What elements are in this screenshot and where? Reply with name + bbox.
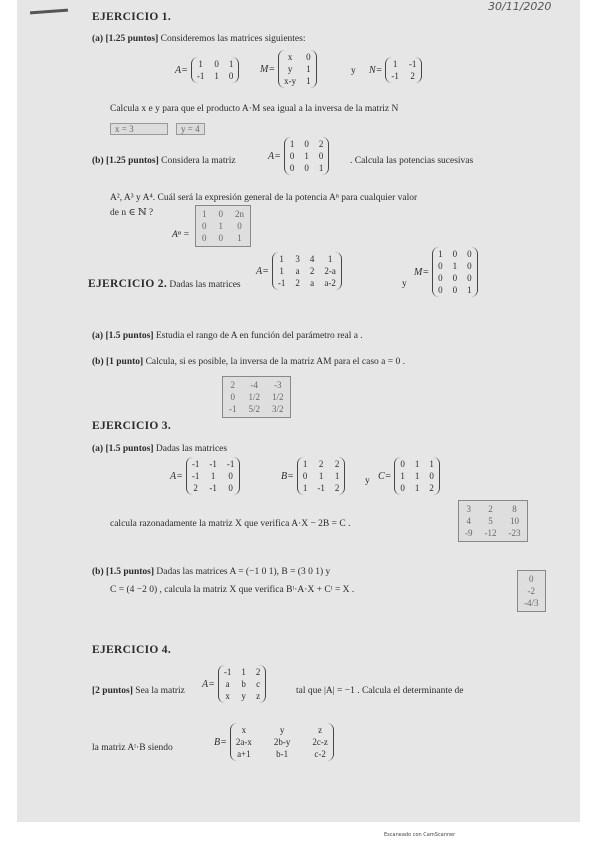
matrix-cell: -12 bbox=[484, 528, 497, 538]
ex1-An-label: Aⁿ = bbox=[172, 230, 190, 240]
matrix-cell: a bbox=[295, 266, 300, 276]
ex3-matrix-B: B= 1 2 2 0 1 1 1 -1 2 bbox=[281, 457, 345, 495]
matrix-cell: 0 bbox=[452, 273, 458, 283]
matrix-cell: x bbox=[241, 725, 247, 735]
matrix-cell: 0 bbox=[218, 209, 223, 219]
matrix-cell: -1 bbox=[223, 667, 232, 677]
matrix-cell: 1 bbox=[414, 483, 420, 493]
matrix-cell: 1 bbox=[452, 261, 458, 271]
matrix-cell: 1 bbox=[400, 471, 405, 481]
matrix-cell: 1 bbox=[438, 249, 443, 259]
matrix-cell: 1/2 bbox=[248, 392, 261, 402]
ex4-statement-3: la matriz Aᵗ·B siendo bbox=[92, 743, 173, 753]
matrix-cell: 2 bbox=[318, 139, 324, 149]
ex2-intro: EJERCICIO 2. Dadas las matrices bbox=[88, 278, 241, 290]
ex1-matrix-N: N= 1 -1 -1 2 bbox=[369, 57, 422, 83]
matrix-cell: 1 bbox=[304, 151, 309, 161]
handwritten-date: 30/11/2020 bbox=[488, 0, 552, 13]
matrix-cell: -1 bbox=[209, 459, 217, 469]
matrix-cell: 0 bbox=[438, 285, 443, 295]
ex1-a-question: Calcula x e y para que el producto A·M sea igual a la inversa de la matriz N bbox=[110, 104, 399, 114]
matrix-cell: 1 bbox=[218, 221, 223, 231]
ex4-matrix-A: A= -1 1 2 a b c x y z bbox=[202, 665, 266, 703]
matrix-cell: 1 bbox=[202, 209, 207, 219]
matrix-cell: 1 bbox=[241, 667, 246, 677]
matrix-cell: 1 bbox=[214, 71, 219, 81]
matrix-cell: 1 bbox=[228, 59, 234, 69]
matrix-cell: 1 bbox=[318, 163, 324, 173]
matrix-cell: 1 bbox=[334, 471, 340, 481]
matrix-cell: 0 bbox=[529, 574, 534, 584]
matrix-cell: 0 bbox=[237, 221, 242, 231]
matrix-cell: 1 bbox=[210, 471, 216, 481]
matrix-cell: 1 bbox=[414, 459, 420, 469]
matrix-cell: 0 bbox=[467, 261, 472, 271]
matrix-cell: 0 bbox=[302, 471, 308, 481]
matrix-cell: 2 bbox=[488, 504, 493, 514]
matrix-cell: 0 bbox=[304, 163, 309, 173]
matrix-cell: 1 bbox=[429, 459, 434, 469]
matrix-cell: 0 bbox=[230, 392, 235, 402]
matrix-cell: 2 bbox=[255, 667, 261, 677]
scanner-footer: Escaneado con CamScanner bbox=[384, 832, 456, 838]
matrix-cell: 0 bbox=[214, 59, 219, 69]
matrix-cell: 2 bbox=[429, 483, 434, 493]
matrix-cell: 2 bbox=[334, 459, 340, 469]
matrix-cell: 2 bbox=[334, 483, 340, 493]
ex1-b-statement-2: . Calcula las potencias sucesivas bbox=[350, 156, 474, 166]
matrix-cell: 1 bbox=[414, 471, 420, 481]
matrix-cell: -1 bbox=[408, 59, 417, 69]
matrix-cell: 0 bbox=[202, 221, 207, 231]
matrix-cell: x bbox=[225, 691, 230, 701]
matrix-cell: -1 bbox=[277, 278, 286, 288]
ex2-b-statement: (b) [1 punto] Calcula, si es posible, la inversa de la matriz AM para el caso a = 0 . bbox=[92, 357, 405, 367]
matrix-cell: 0 bbox=[228, 71, 234, 81]
matrix-cell: 2 bbox=[318, 459, 324, 469]
ex1-answer-y: y = 4 bbox=[176, 123, 205, 135]
ex3-a-question: calcula razonadamente la matriz X que verifica A·X − 2B = C . bbox=[110, 519, 351, 529]
matrix-cell: -4 bbox=[250, 380, 258, 390]
ex1-a-statement: (a) [1.25 puntos] Consideremos las matrices siguientes: bbox=[92, 34, 306, 44]
matrix-cell: 2 bbox=[295, 278, 300, 288]
matrix-cell: -2 bbox=[527, 586, 535, 596]
matrix-cell: 2a-x bbox=[235, 737, 252, 747]
matrix-cell: 2 bbox=[309, 266, 315, 276]
matrix-cell: 1 bbox=[392, 59, 398, 69]
matrix-cell: 0 bbox=[218, 233, 223, 243]
matrix-cell: -1 bbox=[209, 483, 217, 493]
matrix-cell: 1 bbox=[306, 76, 311, 86]
matrix-cell: 2 bbox=[230, 380, 235, 390]
matrix-cell: 3 bbox=[295, 254, 300, 264]
matrix-cell: 2b-y bbox=[273, 737, 291, 747]
matrix-cell: 0 bbox=[228, 483, 233, 493]
matrix-cell: 1 bbox=[198, 59, 203, 69]
ex3-X2-answer bbox=[517, 570, 546, 612]
ex3-X-answer bbox=[458, 500, 528, 542]
ex1-b-statement-3: A², A³ y A⁴. Cuál será la expresión general de la potencia Aⁿ para cualquier valor bbox=[110, 193, 418, 203]
matrix-cell: b-1 bbox=[276, 749, 289, 759]
matrix-cell: -1 bbox=[196, 71, 205, 81]
matrix-cell: 5 bbox=[488, 516, 493, 526]
matrix-cell: y bbox=[241, 691, 246, 701]
ex2-matrix-M: M= 1 0 0 0 1 0 0 0 0 0 0 1 bbox=[414, 247, 478, 297]
ex1-An-answer bbox=[195, 205, 251, 247]
matrix-cell: 3 bbox=[466, 504, 471, 514]
matrix-cell: -1 bbox=[191, 459, 200, 469]
matrix-cell: b bbox=[241, 679, 246, 689]
matrix-cell: 2 bbox=[410, 71, 415, 81]
matrix-cell: -1 bbox=[191, 471, 200, 481]
matrix-cell: 0 bbox=[438, 273, 443, 283]
matrix-cell: 2 bbox=[193, 483, 198, 493]
matrix-cell: 10 bbox=[510, 516, 519, 526]
matrix-cell: 1/2 bbox=[272, 392, 284, 402]
ex1-matrix-A2: A= 1 0 2 0 1 0 0 0 1 bbox=[268, 137, 329, 175]
ex4-title: EJERCICIO 4. bbox=[92, 644, 172, 656]
ex3-b-statement: (b) [1.5 puntos] Dadas las matrices A = (−1 0 1), B = (3 0 1) y bbox=[92, 567, 331, 577]
ex1-b-statement-4: de n ∈ ℕ ? bbox=[110, 208, 154, 218]
matrix-cell: 0 bbox=[306, 52, 311, 62]
matrix-cell: 0 bbox=[429, 471, 434, 481]
matrix-cell: 1 bbox=[289, 139, 295, 149]
matrix-cell: -9 bbox=[465, 528, 473, 538]
matrix-cell: 0 bbox=[289, 163, 295, 173]
matrix-cell: 0 bbox=[467, 273, 472, 283]
ex3-matrix-A: A= -1 -1 -1 -1 1 0 2 -1 0 bbox=[170, 457, 240, 495]
ex2-matrix-A: A= 1 3 4 1 1 a 2 2-a -1 2 a a-2 bbox=[256, 252, 342, 290]
ex3-title: EJERCICIO 3. bbox=[92, 420, 172, 432]
matrix-cell: 8 bbox=[512, 504, 517, 514]
matrix-cell: 0 bbox=[318, 151, 324, 161]
matrix-cell: -1 bbox=[391, 71, 399, 81]
matrix-cell: 2c-z bbox=[312, 737, 328, 747]
ex2-conj: y bbox=[402, 279, 407, 289]
matrix-cell: c bbox=[256, 679, 261, 689]
matrix-cell: y bbox=[279, 725, 285, 735]
matrix-cell: 1 bbox=[306, 64, 311, 74]
matrix-cell: z bbox=[256, 691, 261, 701]
ex1-matrix-M: M= x 0 y 1 x-y 1 bbox=[260, 50, 317, 88]
ex1-b-statement: (b) [1.25 puntos] Considera la matriz bbox=[92, 156, 236, 166]
matrix-cell: a-2 bbox=[324, 278, 336, 288]
ex1-title: EJERCICIO 1. bbox=[92, 11, 172, 23]
matrix-cell: 0 bbox=[438, 261, 443, 271]
matrix-cell: 0 bbox=[467, 249, 472, 259]
ex1-answer-x: x = 3 bbox=[110, 123, 168, 135]
matrix-cell: 1 bbox=[318, 471, 324, 481]
matrix-cell: -4/3 bbox=[524, 598, 539, 608]
ex4-statement-2: tal que |A| = −1 . Calcula el determinante de bbox=[296, 686, 464, 696]
ex3-a-statement: (a) [1.5 puntos] Dadas las matrices bbox=[92, 444, 228, 454]
matrix-cell: 1 bbox=[327, 254, 333, 264]
matrix-cell: 1 bbox=[279, 254, 284, 264]
matrix-cell: 0 bbox=[400, 459, 405, 469]
matrix-cell: 4 bbox=[466, 516, 471, 526]
matrix-cell: 1 bbox=[302, 483, 308, 493]
matrix-cell: x bbox=[287, 52, 293, 62]
ex2-a-statement: (a) [1.5 puntos] Estudia el rango de A en función del parámetro real a . bbox=[92, 331, 363, 341]
matrix-cell: 1 bbox=[279, 266, 284, 276]
matrix-cell: y bbox=[287, 64, 293, 74]
matrix-cell: a bbox=[225, 679, 230, 689]
matrix-cell: -1 bbox=[226, 459, 235, 469]
matrix-cell: 0 bbox=[452, 249, 458, 259]
matrix-cell: 0 bbox=[304, 139, 309, 149]
ex4-statement: [2 puntos] Sea la matriz bbox=[92, 686, 185, 696]
matrix-cell: z bbox=[318, 725, 323, 735]
matrix-cell: 2n bbox=[235, 209, 244, 219]
matrix-cell: 1 bbox=[467, 285, 472, 295]
ex3-conj: y bbox=[365, 476, 370, 486]
ex1-conj: y bbox=[351, 66, 356, 76]
matrix-cell: a bbox=[310, 278, 315, 288]
matrix-cell: x-y bbox=[284, 76, 297, 86]
exam-sheet bbox=[17, 0, 580, 822]
matrix-cell: 5/2 bbox=[248, 404, 261, 414]
matrix-cell: -1 bbox=[317, 483, 325, 493]
matrix-cell: 2-a bbox=[324, 266, 336, 276]
matrix-cell: 0 bbox=[452, 285, 458, 295]
matrix-cell: 0 bbox=[228, 471, 233, 481]
ex4-matrix-B: B= x y z 2a-x 2b-y 2c-z a+1 b-1 c-2 bbox=[214, 723, 334, 761]
matrix-cell: 3/2 bbox=[272, 404, 284, 414]
matrix-cell: c-2 bbox=[314, 749, 326, 759]
matrix-cell: 1 bbox=[302, 459, 308, 469]
matrix-cell: 1 bbox=[237, 233, 242, 243]
matrix-cell: -3 bbox=[274, 380, 282, 390]
matrix-cell: 4 bbox=[309, 254, 315, 264]
matrix-cell: 0 bbox=[202, 233, 207, 243]
ex3-b-statement-2: C = (4 −2 0) , calcula la matriz X que verifica Bᵗ·A·X + Cᵗ = X . bbox=[110, 585, 355, 595]
matrix-cell: -1 bbox=[229, 404, 237, 414]
ex1-matrix-A: A= 1 0 1 -1 1 0 bbox=[175, 57, 239, 83]
matrix-cell: 0 bbox=[400, 483, 405, 493]
matrix-cell: -23 bbox=[508, 528, 521, 538]
matrix-cell: a+1 bbox=[237, 749, 251, 759]
ex2-inverse-answer bbox=[222, 376, 291, 418]
matrix-cell: 0 bbox=[289, 151, 295, 161]
ex3-matrix-C: C= 0 1 1 1 1 0 0 1 2 bbox=[378, 457, 440, 495]
